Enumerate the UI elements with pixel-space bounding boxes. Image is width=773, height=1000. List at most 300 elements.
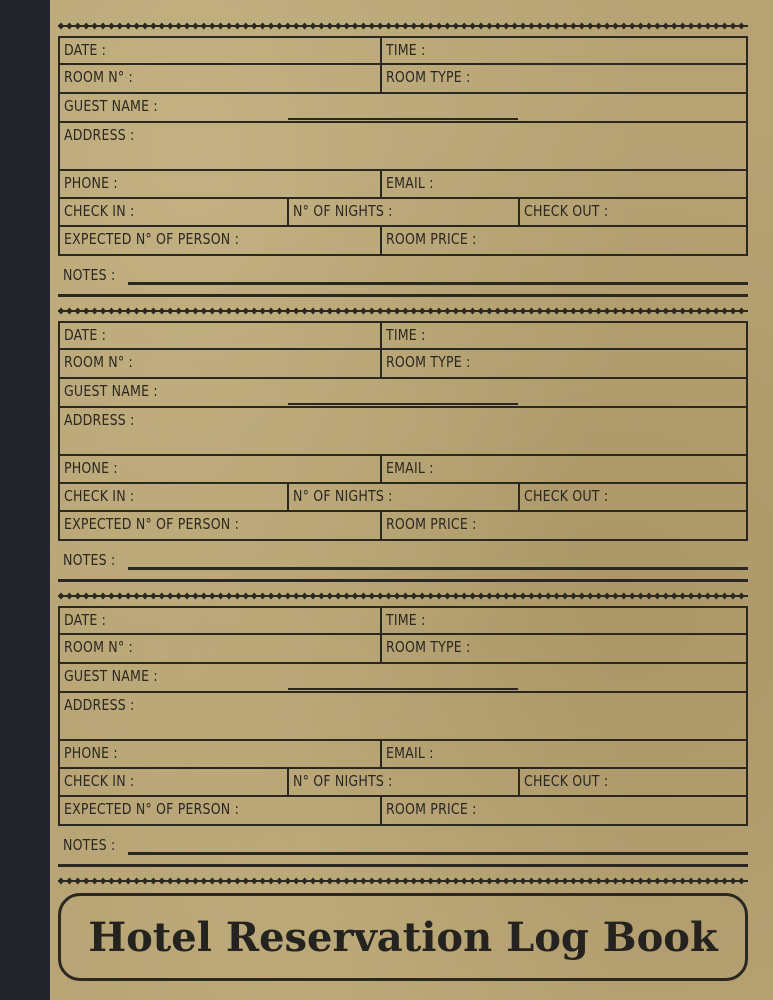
- diamond-ornament: [75, 308, 81, 315]
- diamond-ornament: [167, 878, 173, 885]
- diamond-ornament: [133, 308, 139, 315]
- diamond-ornament: [663, 593, 669, 600]
- diamond-ornament: [637, 878, 643, 885]
- stay-row: [58, 197, 748, 227]
- diamond-ornament: [66, 308, 72, 315]
- phone-field[interactable]: [58, 454, 382, 484]
- diamond-ornament: [226, 308, 232, 315]
- check-out-field[interactable]: [518, 197, 748, 227]
- diamond-ornament: [394, 593, 400, 600]
- diamond-ornament: [696, 308, 702, 315]
- diamond-ornament: [335, 23, 341, 30]
- reservation-entry: [58, 606, 748, 866]
- diamond-ornament: [411, 878, 417, 885]
- address-label: ADDRESS :: [64, 696, 135, 714]
- diamond-ornament: [705, 593, 711, 600]
- diamond-ornament: [159, 878, 165, 885]
- room-number-field[interactable]: [58, 348, 382, 379]
- notes-line: [128, 282, 748, 285]
- diamond-ornament: [268, 308, 274, 315]
- diamond-ornament: [663, 878, 669, 885]
- diamond-ornament: [142, 308, 148, 315]
- diamond-ornament: [117, 878, 123, 885]
- diamond-ornament: [310, 593, 316, 600]
- diamond-ornament: [394, 308, 400, 315]
- address-field[interactable]: [58, 121, 748, 171]
- diamond-ornament: [579, 308, 585, 315]
- diamond-ornament: [360, 878, 366, 885]
- diamond-ornament: [259, 878, 265, 885]
- diamond-ornament: [184, 878, 190, 885]
- diamond-ornament: [629, 878, 635, 885]
- diamond-ornament: [671, 23, 677, 30]
- diamond-ornament: [537, 878, 543, 885]
- diamond-ornament: [713, 308, 719, 315]
- diamond-ornament: [175, 23, 181, 30]
- diamond-ornament: [713, 593, 719, 600]
- diamond-ornament: [133, 593, 139, 600]
- diamond-ornament: [251, 593, 257, 600]
- diamond-ornament: [234, 23, 240, 30]
- nights-field[interactable]: [287, 767, 520, 797]
- diamond-ornament: [117, 308, 123, 315]
- diamond-ornament: [469, 23, 475, 30]
- diamond-ornament: [612, 23, 618, 30]
- phone-field[interactable]: [58, 169, 382, 199]
- diamond-ornament: [377, 878, 383, 885]
- check-out-label: CHECK OUT :: [524, 487, 609, 505]
- diamond-ornament: [293, 593, 299, 600]
- diamond-ornament: [654, 308, 660, 315]
- address-label: ADDRESS :: [64, 126, 135, 144]
- stay-row: [58, 767, 748, 797]
- diamond-ornament: [436, 878, 442, 885]
- room-number-field[interactable]: [58, 63, 382, 94]
- diamond-ornament: [150, 878, 156, 885]
- diamond-ornament: [75, 593, 81, 600]
- date-label: DATE :: [64, 326, 107, 344]
- date-time-row: [58, 321, 748, 350]
- diamond-ornament: [83, 878, 89, 885]
- diamond-ornament: [604, 878, 610, 885]
- phone-field[interactable]: [58, 739, 382, 769]
- diamond-ornament: [276, 593, 282, 600]
- room-row: [58, 633, 748, 664]
- diamond-ornament: [688, 593, 694, 600]
- diamond-ornament: [310, 308, 316, 315]
- diamond-ornament: [402, 23, 408, 30]
- diamond-ornament: [259, 593, 265, 600]
- diamond-ornament: [520, 23, 526, 30]
- diamond-ornament: [369, 23, 375, 30]
- persons-field[interactable]: [58, 510, 382, 541]
- diamond-ornament: [427, 878, 433, 885]
- diamond-ornament: [142, 878, 148, 885]
- guest-name-row: [58, 377, 748, 408]
- nights-field[interactable]: [287, 482, 520, 512]
- diamond-ornament: [469, 878, 475, 885]
- diamond-ornament: [587, 308, 593, 315]
- diamond-ornament: [654, 593, 660, 600]
- diamond-ornament: [226, 878, 232, 885]
- nights-label: N° OF NIGHTS :: [293, 772, 393, 790]
- diamond-ornament: [293, 23, 299, 30]
- check-out-field[interactable]: [518, 767, 748, 797]
- room-type-field[interactable]: [380, 348, 748, 379]
- diamond-ornament: [301, 23, 307, 30]
- guest-name-label: GUEST NAME :: [64, 667, 158, 685]
- notes-row[interactable]: [58, 832, 748, 860]
- diamond-ornament: [276, 23, 282, 30]
- section-rule: [58, 864, 748, 867]
- diamond-ornament: [327, 308, 333, 315]
- ornament-divider: [58, 877, 748, 885]
- guest-name-underline: [288, 688, 518, 690]
- room-type-label: ROOM TYPE :: [386, 638, 471, 656]
- check-in-label: CHECK IN :: [64, 772, 135, 790]
- diamond-ornament: [100, 23, 106, 30]
- email-field[interactable]: [380, 739, 748, 769]
- diamond-ornament: [453, 23, 459, 30]
- diamond-ornament: [411, 23, 417, 30]
- diamond-ornament: [562, 593, 568, 600]
- diamond-ornament: [377, 593, 383, 600]
- diamond-ornament: [562, 878, 568, 885]
- notes-line: [128, 567, 748, 570]
- diamond-ornament: [612, 308, 618, 315]
- phone-label: PHONE :: [64, 174, 118, 192]
- diamond-ornament: [427, 593, 433, 600]
- diamond-ornament: [688, 23, 694, 30]
- diamond-ornament: [217, 878, 223, 885]
- date-field[interactable]: [58, 321, 382, 350]
- diamond-ornament: [243, 878, 249, 885]
- diamond-ornament: [217, 23, 223, 30]
- guest-name-label: GUEST NAME :: [64, 97, 158, 115]
- check-in-field[interactable]: [58, 767, 289, 797]
- diamond-ornament: [511, 308, 517, 315]
- diamond-ornament: [520, 593, 526, 600]
- diamond-ornament: [444, 23, 450, 30]
- nights-label: N° OF NIGHTS :: [293, 202, 393, 220]
- diamond-ornament: [520, 878, 526, 885]
- email-field[interactable]: [380, 169, 748, 199]
- diamond-ornament: [528, 593, 534, 600]
- diamond-ornament: [688, 308, 694, 315]
- diamond-ornament: [654, 878, 660, 885]
- diamond-ornament: [503, 878, 509, 885]
- diamond-ornament: [108, 878, 114, 885]
- diamond-ornament: [108, 308, 114, 315]
- diamond-ornament: [83, 593, 89, 600]
- diamond-ornament: [495, 878, 501, 885]
- diamond-ornament: [318, 593, 324, 600]
- diamond-ornament: [369, 593, 375, 600]
- persons-price-row: [58, 510, 748, 541]
- ornament-divider: [58, 22, 748, 30]
- diamond-ornament: [646, 308, 652, 315]
- diamond-ornament: [394, 878, 400, 885]
- check-in-field[interactable]: [58, 482, 289, 512]
- diamond-ornament: [243, 308, 249, 315]
- diamond-ornament: [369, 308, 375, 315]
- diamond-ornament: [385, 308, 391, 315]
- diamond-ornament: [285, 878, 291, 885]
- diamond-ornament: [100, 878, 106, 885]
- diamond-ornament: [612, 593, 618, 600]
- room-price-label: ROOM PRICE :: [386, 515, 477, 533]
- diamond-ornament: [705, 23, 711, 30]
- diamond-ornament: [125, 23, 131, 30]
- diamond-ornament: [679, 593, 685, 600]
- diamond-ornament: [234, 878, 240, 885]
- diamond-ornament: [352, 23, 358, 30]
- diamond-ornament: [184, 23, 190, 30]
- diamond-ornament: [604, 308, 610, 315]
- reservation-entry: [58, 36, 748, 296]
- diamond-ornament: [175, 878, 181, 885]
- diamond-ornament: [159, 308, 165, 315]
- diamond-ornament: [167, 308, 173, 315]
- diamond-ornament: [234, 308, 240, 315]
- room-number-label: ROOM N° :: [64, 638, 133, 656]
- diamond-ornament: [58, 593, 64, 600]
- diamond-ornament: [251, 23, 257, 30]
- diamond-ornament: [545, 23, 551, 30]
- diamond-ornament: [58, 878, 64, 885]
- address-label: ADDRESS :: [64, 411, 135, 429]
- diamond-ornament: [385, 878, 391, 885]
- room-row: [58, 348, 748, 379]
- diamond-ornament: [436, 23, 442, 30]
- room-number-field[interactable]: [58, 633, 382, 664]
- diamond-ornament: [75, 878, 81, 885]
- date-field[interactable]: [58, 36, 382, 65]
- diamond-ornament: [721, 308, 727, 315]
- diamond-ornament: [377, 308, 383, 315]
- diamond-ornament: [301, 593, 307, 600]
- section-rule: [58, 579, 748, 582]
- diamond-ornament: [201, 593, 207, 600]
- diamond-ornament: [553, 23, 559, 30]
- room-price-field[interactable]: [380, 510, 748, 541]
- diamond-ornament: [679, 308, 685, 315]
- diamond-ornament: [276, 878, 282, 885]
- diamond-ornament: [612, 878, 618, 885]
- diamond-ornament: [453, 308, 459, 315]
- diamond-ornament: [91, 878, 97, 885]
- room-row: [58, 63, 748, 94]
- diamond-ornament: [175, 308, 181, 315]
- diamond-ornament: [511, 593, 517, 600]
- diamond-ornament: [66, 593, 72, 600]
- diamond-ornament: [259, 23, 265, 30]
- diamond-ornament: [125, 308, 131, 315]
- diamond-ornament: [150, 23, 156, 30]
- diamond-ornament: [192, 878, 198, 885]
- ornament-divider: [58, 307, 748, 315]
- diamond-ornament: [688, 878, 694, 885]
- diamond-ornament: [411, 308, 417, 315]
- diamond-ornament: [268, 593, 274, 600]
- diamond-ornament: [209, 593, 215, 600]
- diamond-ornament: [604, 23, 610, 30]
- diamond-ornament: [528, 308, 534, 315]
- email-field[interactable]: [380, 454, 748, 484]
- diamond-ornament: [595, 878, 601, 885]
- room-price-label: ROOM PRICE :: [386, 800, 477, 818]
- diamond-ornament: [478, 593, 484, 600]
- diamond-ornament: [570, 593, 576, 600]
- diamond-ornament: [352, 308, 358, 315]
- notes-label: NOTES :: [63, 266, 116, 284]
- diamond-ornament: [621, 308, 627, 315]
- diamond-ornament: [125, 593, 131, 600]
- diamond-ornament: [276, 308, 282, 315]
- diamond-ornament: [696, 593, 702, 600]
- diamond-ornament: [66, 878, 72, 885]
- room-type-label: ROOM TYPE :: [386, 353, 471, 371]
- diamond-ornament: [721, 23, 727, 30]
- contact-row: [58, 739, 748, 769]
- diamond-ornament: [595, 308, 601, 315]
- diamond-ornament: [159, 593, 165, 600]
- diamond-ornament: [251, 878, 257, 885]
- diamond-ornament: [360, 308, 366, 315]
- diamond-ornament: [562, 23, 568, 30]
- diamond-ornament: [310, 23, 316, 30]
- room-number-label: ROOM N° :: [64, 353, 133, 371]
- diamond-ornament: [537, 308, 543, 315]
- diamond-ornament: [268, 878, 274, 885]
- persons-field[interactable]: [58, 795, 382, 826]
- diamond-ornament: [461, 308, 467, 315]
- diamond-ornament: [671, 308, 677, 315]
- diamond-ornament: [486, 308, 492, 315]
- diamond-ornament: [343, 878, 349, 885]
- section-rule: [58, 294, 748, 297]
- diamond-ornament: [419, 308, 425, 315]
- diamond-ornament: [486, 878, 492, 885]
- diamond-ornament: [301, 878, 307, 885]
- date-label: DATE :: [64, 611, 107, 629]
- diamond-ornament: [461, 593, 467, 600]
- diamond-ornament: [478, 23, 484, 30]
- time-field[interactable]: [380, 36, 748, 65]
- persons-field[interactable]: [58, 225, 382, 256]
- diamond-ornament: [318, 23, 324, 30]
- diamond-ornament: [343, 593, 349, 600]
- diamond-ornament: [75, 23, 81, 30]
- diamond-ornament: [201, 878, 207, 885]
- room-price-field[interactable]: [380, 225, 748, 256]
- date-label: DATE :: [64, 41, 107, 59]
- diamond-ornament: [730, 878, 736, 885]
- room-price-field[interactable]: [380, 795, 748, 826]
- date-time-row: [58, 606, 748, 635]
- diamond-ornament: [402, 878, 408, 885]
- nights-field[interactable]: [287, 197, 520, 227]
- date-time-row: [58, 36, 748, 65]
- room-type-field[interactable]: [380, 633, 748, 664]
- diamond-ornament: [587, 23, 593, 30]
- persons-label: EXPECTED N° OF PERSON :: [64, 515, 239, 533]
- diamond-ornament: [604, 593, 610, 600]
- diamond-ornament: [419, 593, 425, 600]
- notes-row[interactable]: [58, 547, 748, 575]
- diamond-ornament: [721, 593, 727, 600]
- diamond-ornament: [621, 23, 627, 30]
- address-field[interactable]: [58, 691, 748, 741]
- diamond-ornament: [327, 23, 333, 30]
- diamond-ornament: [444, 878, 450, 885]
- persons-label: EXPECTED N° OF PERSON :: [64, 800, 239, 818]
- diamond-ornament: [117, 23, 123, 30]
- diamond-ornament: [646, 593, 652, 600]
- time-label: TIME :: [386, 41, 426, 59]
- diamond-ornament: [83, 23, 89, 30]
- diamond-ornament: [663, 308, 669, 315]
- diamond-ornament: [730, 308, 736, 315]
- room-type-field[interactable]: [380, 63, 748, 94]
- diamond-ornament: [377, 23, 383, 30]
- address-row: [58, 691, 748, 741]
- diamond-ornament: [453, 593, 459, 600]
- diamond-ornament: [537, 593, 543, 600]
- diamond-ornament: [427, 23, 433, 30]
- diamond-ornament: [469, 593, 475, 600]
- diamond-ornament: [553, 878, 559, 885]
- diamond-ornament: [579, 593, 585, 600]
- diamond-ornament: [679, 878, 685, 885]
- diamond-ornament: [117, 593, 123, 600]
- diamond-ornament: [738, 878, 744, 885]
- diamond-ornament: [621, 878, 627, 885]
- diamond-ornament: [150, 308, 156, 315]
- diamond-ornament: [713, 23, 719, 30]
- diamond-ornament: [469, 308, 475, 315]
- diamond-ornament: [495, 308, 501, 315]
- diamond-ornament: [579, 878, 585, 885]
- time-field[interactable]: [380, 606, 748, 635]
- check-in-field[interactable]: [58, 197, 289, 227]
- diamond-ornament: [310, 878, 316, 885]
- diamond-ornament: [142, 593, 148, 600]
- check-out-field[interactable]: [518, 482, 748, 512]
- diamond-ornament: [511, 23, 517, 30]
- time-field[interactable]: [380, 321, 748, 350]
- diamond-ornament: [285, 23, 291, 30]
- diamond-ornament: [335, 878, 341, 885]
- diamond-ornament: [713, 878, 719, 885]
- diamond-ornament: [486, 593, 492, 600]
- diamond-ornament: [419, 23, 425, 30]
- notes-row[interactable]: [58, 262, 748, 290]
- diamond-ornament: [167, 23, 173, 30]
- diamond-ornament: [537, 23, 543, 30]
- diamond-ornament: [100, 593, 106, 600]
- diamond-ornament: [327, 593, 333, 600]
- date-field[interactable]: [58, 606, 382, 635]
- diamond-ornament: [293, 308, 299, 315]
- diamond-ornament: [167, 593, 173, 600]
- check-out-label: CHECK OUT :: [524, 772, 609, 790]
- diamond-ornament: [209, 308, 215, 315]
- diamond-ornament: [621, 593, 627, 600]
- diamond-ornament: [520, 308, 526, 315]
- diamond-ornament: [503, 308, 509, 315]
- address-field[interactable]: [58, 406, 748, 456]
